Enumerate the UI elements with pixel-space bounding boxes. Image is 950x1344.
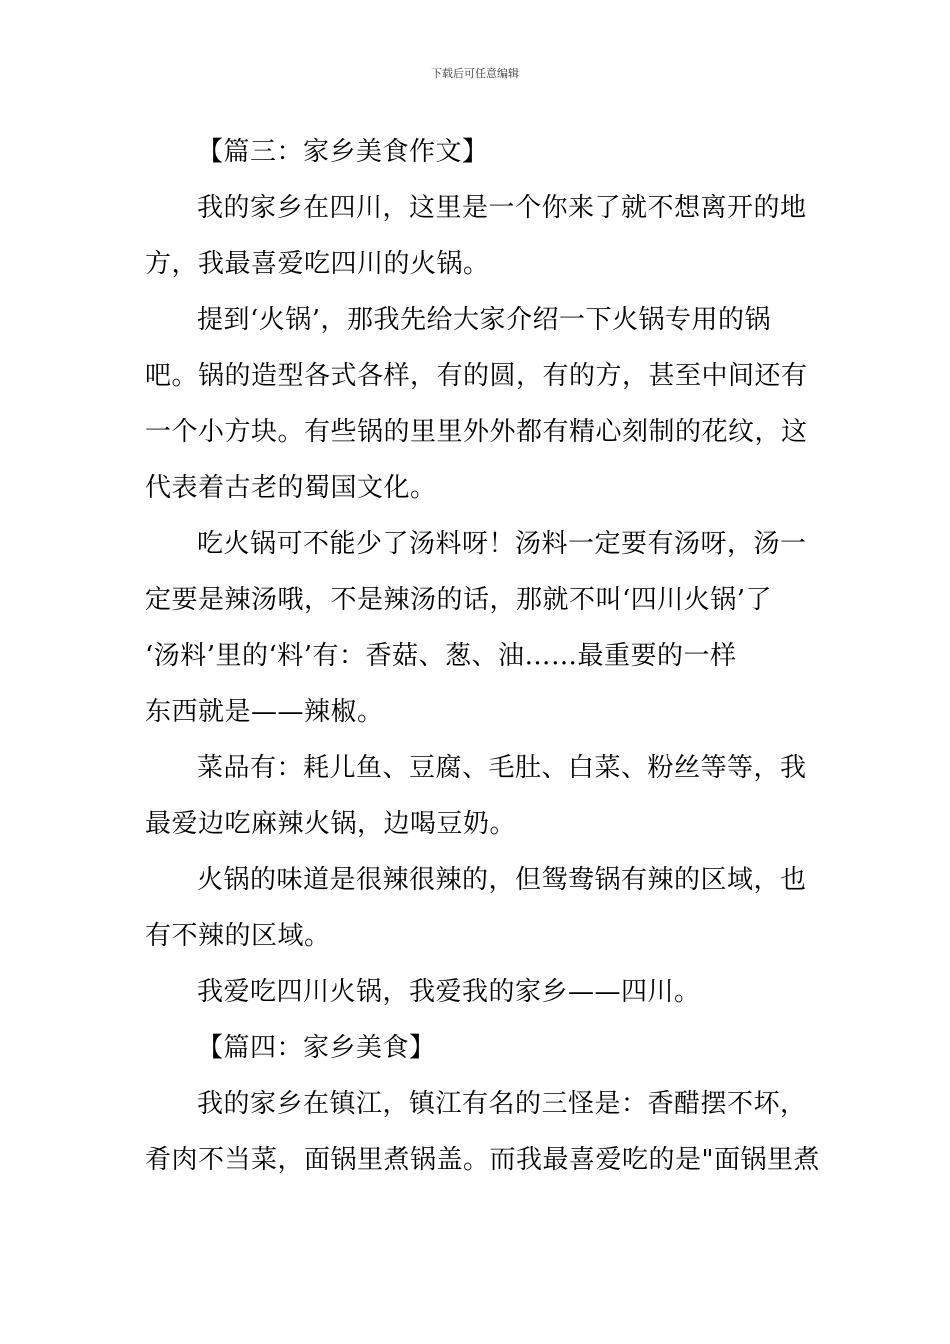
paragraph-line: 我爱吃四川火锅，我爱我的家乡——四川。 — [197, 977, 701, 1007]
paragraph-line: 东西就是——辣椒。 — [145, 697, 384, 727]
paragraph-line: 定要是辣汤哦，不是辣汤的话，那就不叫‘四川火锅’了 — [145, 585, 773, 615]
paragraph-line: 提到‘火锅’，那我先给大家介绍一下火锅专用的锅 — [197, 305, 772, 335]
paragraph-line: 我的家乡在四川，这里是一个你来了就不想离开的地 — [197, 193, 807, 223]
paragraph-line: ‘汤料’里的‘料’有：香菇、葱、油……最重要的一样 — [145, 641, 737, 671]
document-body — [145, 124, 820, 1188]
section-heading: 【篇四：家乡美食】 — [197, 1033, 436, 1063]
paragraph-line: 吃火锅可不能少了汤料呀！汤料一定要有汤呀，汤一 — [197, 529, 807, 559]
paragraph-line: 有不辣的区域。 — [145, 921, 331, 951]
paragraph-line: 代表着古老的蜀国文化。 — [145, 473, 437, 503]
paragraph-line: 火锅的味道是很辣很辣的，但鸳鸯锅有辣的区域，也 — [197, 865, 807, 895]
page-header: 下载后可任意编辑 — [431, 67, 519, 80]
paragraph-line: 我的家乡在镇江，镇江有名的三怪是：香醋摆不坏， — [197, 1089, 807, 1119]
paragraph-line: 最爱边吃麻辣火锅，边喝豆奶。 — [145, 809, 517, 839]
paragraph-line: 方，我最喜爱吃四川的火锅。 — [145, 249, 490, 279]
paragraph-line: 一个小方块。有些锅的里里外外都有精心刻制的花纹，这 — [145, 417, 808, 447]
paragraph-line: 肴肉不当菜，面锅里煮锅盖。而我最喜爱吃的是"面锅里煮 — [145, 1145, 820, 1175]
paragraph-line: 吧。锅的造型各式各样，有的圆，有的方，甚至中间还有 — [145, 361, 808, 391]
section-heading: 【篇三：家乡美食作文】 — [197, 137, 489, 167]
paragraph-line: 菜品有：耗儿鱼、豆腐、毛肚、白菜、粉丝等等，我 — [197, 753, 807, 783]
